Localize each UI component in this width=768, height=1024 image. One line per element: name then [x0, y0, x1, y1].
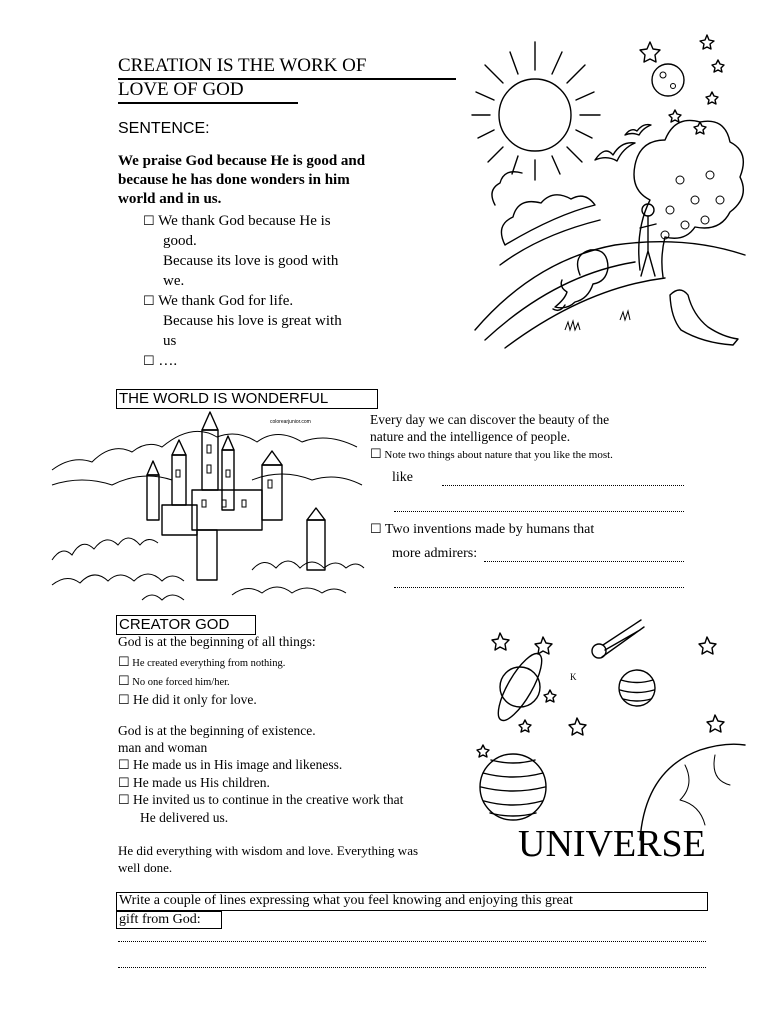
creator-heading: CREATOR GOD — [116, 615, 256, 635]
list-item-text: us — [163, 333, 177, 349]
page-title-line-2: LOVE OF GOD — [118, 78, 298, 104]
birds-icon — [595, 125, 651, 161]
lion-icon — [553, 250, 608, 311]
person-icon — [640, 204, 656, 276]
creator-closing-line: well done. — [118, 860, 173, 875]
grass-icon — [565, 311, 630, 330]
page-title-line-1: CREATION IS THE WORK OF — [118, 54, 456, 80]
list-item — [118, 774, 403, 792]
world-task-1 — [370, 446, 613, 462]
list-item-text: Because his love is great with — [163, 313, 342, 329]
comet-icon — [592, 620, 644, 658]
list-item — [118, 791, 403, 809]
small-planet-icon — [619, 670, 655, 706]
list-item-text: He made us in His image and likeness. — [133, 757, 343, 772]
stars-icon — [477, 633, 724, 757]
image-caption: colorearjunior.com — [270, 419, 311, 425]
sentence-bullet-list — [143, 211, 342, 371]
list-item-text: We thank God because He is — [158, 213, 331, 229]
world-intro — [370, 411, 609, 445]
creator-p2-line: man and woman — [118, 740, 208, 755]
universe-illustration — [475, 615, 745, 840]
list-item-text: He delivered us. — [140, 809, 229, 825]
world-intro-line: nature and the intelligence of people. — [370, 429, 571, 444]
checkbox-bullet-icon: ☐ — [370, 446, 382, 461]
creator-closing-line: He did everything with wisdom and love. Everything was — [118, 843, 419, 858]
earth-horizon-icon — [475, 242, 745, 348]
world-task-2-text: Two inventions made by humans that — [384, 522, 595, 537]
answer-line-feelings-2[interactable] — [118, 967, 706, 968]
tree-icon — [634, 120, 743, 277]
answer-line-like-1[interactable] — [442, 485, 684, 486]
writing-prompt-line-1: Write a couple of lines expressing what you feel knowing and enjoying this great — [119, 893, 573, 908]
checkbox-bullet-icon: ☐ — [143, 213, 155, 228]
list-item-text: He made us His children. — [133, 774, 270, 790]
list-item — [118, 672, 285, 691]
list-item — [118, 691, 285, 708]
list-item-text: …. — [158, 353, 178, 369]
answer-line-inventions-2[interactable] — [394, 587, 684, 588]
list-item-text: We thank God for life. — [158, 293, 294, 309]
creator-bullets-2 — [118, 756, 403, 826]
creator-p2 — [118, 722, 316, 756]
sentence-line: world and in us. — [118, 191, 222, 207]
world-heading: THE WORLD IS WONDERFUL — [116, 389, 378, 409]
list-item — [118, 653, 285, 672]
writing-prompt-line-2: gift from God: — [116, 911, 222, 929]
mountains-icon — [52, 431, 362, 485]
castle-illustration — [52, 410, 366, 610]
checkbox-bullet-icon: ☐ — [118, 673, 130, 688]
saturn-icon — [491, 648, 550, 726]
list-item — [143, 291, 342, 311]
windows-icon — [176, 445, 272, 507]
checkbox-bullet-icon: ☐ — [118, 757, 130, 772]
list-item-text: good. — [163, 233, 197, 249]
sun-icon — [472, 42, 600, 180]
checkbox-bullet-icon: ☐ — [118, 792, 130, 807]
universe-label: UNIVERSE — [518, 823, 706, 865]
list-item-text: He did it only for love. — [133, 692, 257, 707]
sentence-line: We praise God because He is good and — [118, 153, 366, 169]
small-k-mark: K — [570, 672, 577, 682]
world-intro-line: Every day we can discover the beauty of the — [370, 412, 610, 427]
checkbox-bullet-icon: ☐ — [118, 774, 130, 790]
world-task-1-text: Note two things about nature that you like the most. — [384, 449, 613, 461]
jupiter-icon — [480, 754, 546, 820]
checkbox-bullet-icon: ☐ — [143, 293, 155, 308]
creator-p2-line: God is at the beginning of existence. — [118, 723, 316, 738]
checkbox-bullet-icon: ☐ — [118, 654, 130, 669]
writing-prompt-box — [116, 892, 708, 911]
sentence-text — [118, 152, 365, 209]
list-item-text: we. — [163, 273, 185, 289]
like-label: like — [392, 470, 413, 485]
moon-icon — [652, 64, 684, 96]
clouds-icon — [492, 172, 600, 265]
answer-line-inventions-1[interactable] — [484, 561, 684, 562]
list-item — [118, 756, 403, 774]
castle-icon — [147, 412, 325, 580]
world-task-2 — [370, 521, 594, 538]
answer-line-feelings-1[interactable] — [118, 941, 706, 942]
answer-line-like-2[interactable] — [394, 511, 684, 512]
sentence-heading: SENTENCE: — [118, 120, 210, 137]
admirers-label: more admirers: — [392, 546, 478, 561]
list-item — [143, 211, 342, 231]
list-item-text: Because its love is good with — [163, 253, 339, 269]
creator-p1: God is at the beginning of all things: — [118, 634, 316, 649]
creator-bullets-1 — [118, 653, 285, 708]
list-item-text: No one forced him/her. — [132, 677, 230, 688]
list-item-text: He created everything from nothing. — [132, 658, 286, 669]
list-item — [143, 351, 342, 371]
creator-closing — [118, 842, 418, 876]
sentence-line: because he has done wonders in him — [118, 172, 350, 188]
checkbox-bullet-icon: ☐ — [118, 692, 130, 707]
list-item-text: He invited us to continue in the creative work that — [133, 792, 404, 807]
seal-icon — [670, 290, 738, 345]
checkbox-bullet-icon: ☐ — [370, 521, 382, 536]
forest-icon — [52, 538, 364, 600]
creation-illustration — [470, 30, 745, 350]
checkbox-bullet-icon: ☐ — [143, 353, 155, 368]
